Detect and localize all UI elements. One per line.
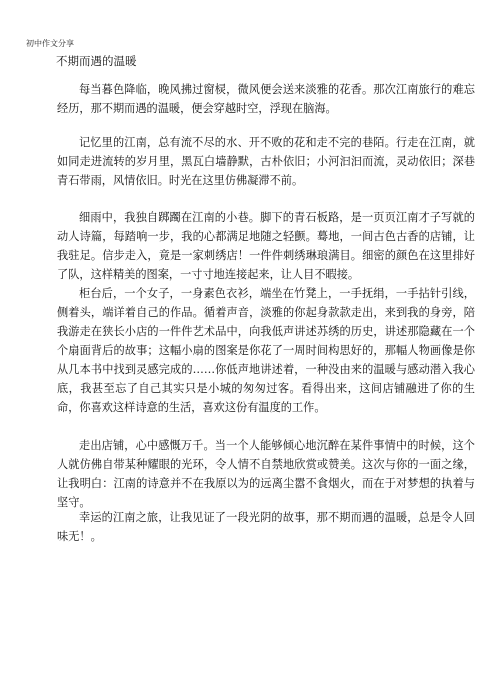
paragraph-5: 走出店铺，心中感慨万千。当一个人能够倾心地沉醉在某件事情中的时候，这个人就仿佛自带某种耀眼的光环，令人情不自禁地欣赏或赞美。这次与你的一面之缘，让我明白：江南的诗意并不在我原以为的远离尘嚣不食烟火，而在于对梦想的执着与坚守。: [57, 439, 475, 509]
essay-title: 不期而遇的温暖: [56, 54, 137, 68]
paragraph-1: 每当暮色降临，晚风拂过窗棂，微风便会送来淡雅的花香。那次江南旅行的难忘经历，那不期而遇的温暖，便会穿越时空，浮现在脑海。: [57, 83, 475, 115]
document-header: 初中作文分享: [26, 39, 74, 48]
paragraph-4: 柜台后，一个女子，一身素色衣衫，端坐在竹凳上，一手抚绢，一手拈针引线，侧着头，端详着自己的作品。循着声音，淡雅的你起身款款走出，来到我的身旁，陪我游走在狭长小店的一件件艺术品中，向我低声讲述苏绣的历史，讲述那隐藏在一个个扇面背后的故事；这幅小扇的图案是你花了一周时间构思好的，那幅人物画像是你从几本书中找到灵感完成的……你低声地讲述着，一种没由来的温暖与感动潜入我心底，我甚至忘了自己其实只是小城的匆匆过客。看得出来，这间店铺融进了你的生命，你喜欢这样诗意的生活，喜欢这份有温度的工作。: [57, 287, 475, 414]
paragraph-6: 幸运的江南之旅，让我见证了一段光阴的故事，那不期而遇的温暖，总是令人回味无！。: [57, 511, 475, 543]
paragraph-2: 记忆里的江南，总有流不尽的水、开不败的花和走不完的巷陌。行走在江南，就如同走进流转的岁月里，黑瓦白墙静默，古朴依旧；小河汩汩而流，灵动依旧；深巷青石带雨，风情依旧。时光在这里仿佛凝滞不前。: [57, 136, 475, 187]
paragraph-3: 细雨中，我独自踯躅在江南的小巷。脚下的青石板路，是一页页江南才子写就的动人诗篇，每踏响一步，我的心都满足地随之轻颤。蓦地，一间古色古香的店铺，让我驻足。信步走入，竟是一家刺绣店！一件件刺绣琳琅满目。细密的颜色在这里排好了队，这样精美的图案，一寸寸地连接起来，让人目不暇接。: [57, 211, 475, 281]
